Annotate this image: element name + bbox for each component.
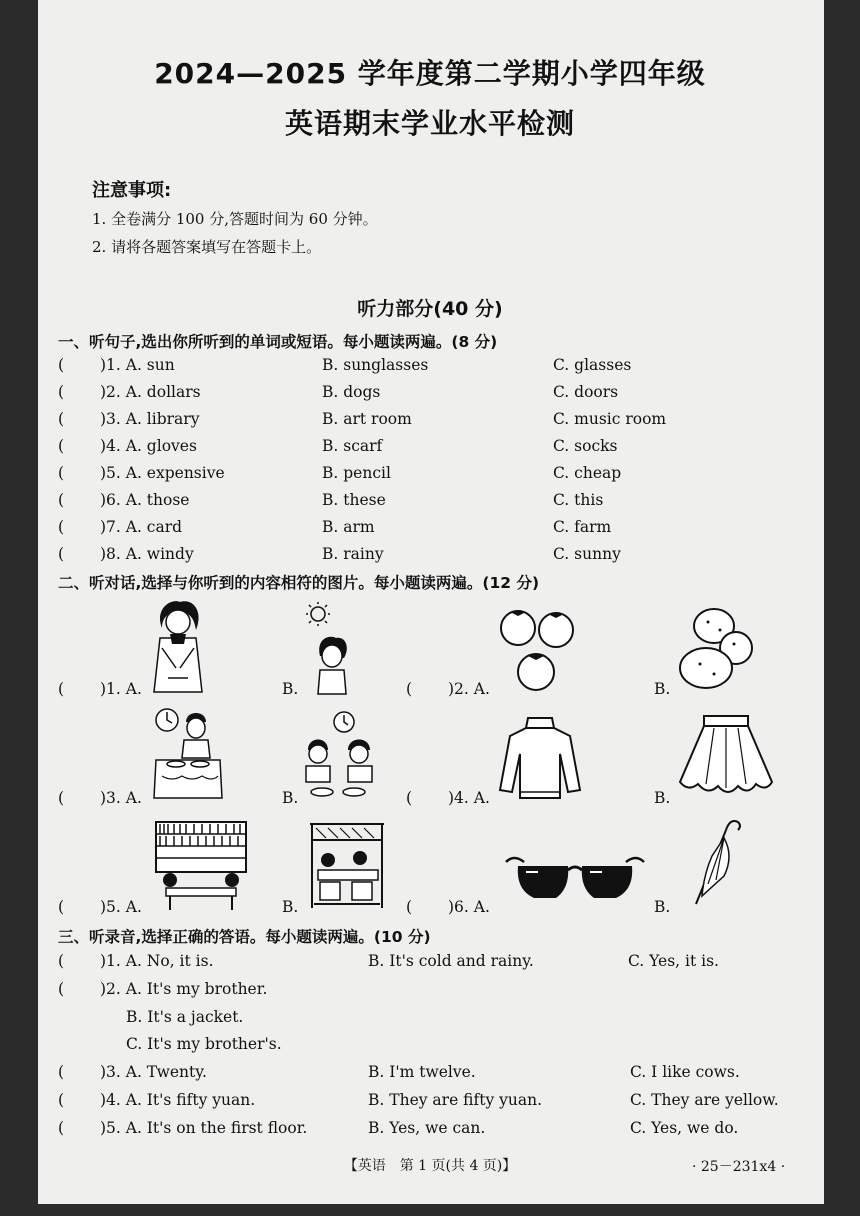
s1-q1-option-a: )1. A. sun	[100, 356, 175, 374]
s2-q4-option-a-label: )4. A.	[448, 789, 490, 807]
s3-q3-option-a: )3. A. Twenty.	[100, 1063, 207, 1081]
s3-q5-option-a: )5. A. It's on the first floor.	[100, 1119, 308, 1137]
s2-q6-option-a-label: )6. A.	[448, 898, 490, 916]
dinner-time-icon	[152, 706, 224, 802]
page-number: 【英语 第 1 页(共 4 页)】	[343, 1158, 517, 1174]
s1-q6-option-a: )6. A. those	[100, 491, 190, 509]
s1-q8-option-c: C. sunny	[553, 545, 621, 563]
notes-heading: 注意事项:	[92, 180, 172, 201]
note-item-2: 2. 请将各题答案填写在答题卡上。	[92, 238, 322, 256]
s1-q6-option-c: C. this	[553, 491, 604, 509]
section2-heading: 二、听对话,选择与你听到的内容相符的图片。每小题读两遍。(12 分)	[58, 574, 540, 592]
s1-q5-option-b: B. pencil	[322, 464, 391, 482]
s1-q5-option-a: )5. A. expensive	[100, 464, 225, 482]
section3-heading: 三、听录音,选择正确的答语。每小题读两遍。(10 分)	[58, 928, 431, 946]
s2-q2-option-b-label: B.	[654, 680, 671, 698]
answer-paren[interactable]: (	[58, 1119, 65, 1137]
answer-paren[interactable]: (	[58, 680, 65, 698]
s3-q2-option-c: C. It's my brother's.	[126, 1035, 282, 1053]
s2-q5-option-b-label: B.	[282, 898, 299, 916]
answer-paren[interactable]: (	[58, 789, 65, 807]
sunglasses-icon	[504, 850, 646, 906]
section1-heading: 一、听句子,选出你所听到的单词或短语。每小题读两遍。(8 分)	[58, 333, 498, 351]
answer-paren[interactable]: (	[58, 410, 65, 428]
s3-q3-option-b: B. I'm twelve.	[368, 1063, 476, 1081]
s1-q4-option-b: B. scarf	[322, 437, 383, 455]
answer-paren[interactable]: (	[406, 898, 413, 916]
s2-q3-option-a-label: )3. A.	[100, 789, 142, 807]
paper-code: · 25－231x4 ·	[692, 1159, 786, 1175]
s1-q3-option-b: B. art room	[322, 410, 412, 428]
exam-title-line1: 2024—2025 学年度第二学期小学四年级	[154, 57, 706, 90]
s1-q7-option-c: C. farm	[553, 518, 612, 536]
s2-q1-option-a-label: )1. A.	[100, 680, 142, 698]
exam-title-line2: 英语期末学业水平检测	[284, 107, 575, 140]
canteen-icon	[306, 820, 388, 912]
s1-q4-option-c: C. socks	[553, 437, 618, 455]
hot-sun-girl-icon	[300, 600, 352, 696]
s3-q1-option-b: B. It's cold and rainy.	[368, 952, 534, 970]
s3-q4-option-b: B. They are fifty yuan.	[368, 1091, 543, 1109]
answer-paren[interactable]: (	[406, 789, 413, 807]
library-icon	[152, 820, 250, 912]
s2-q5-option-a-label: )5. A.	[100, 898, 142, 916]
s3-q2-option-a: )2. A. It's my brother.	[100, 980, 268, 998]
s3-q3-option-c: C. I like cows.	[630, 1063, 740, 1081]
s3-q5-option-c: C. Yes, we do.	[630, 1119, 739, 1137]
answer-paren[interactable]: (	[58, 437, 65, 455]
answer-paren[interactable]: (	[58, 1063, 65, 1081]
answer-paren[interactable]: (	[58, 898, 65, 916]
answer-paren[interactable]: (	[58, 464, 65, 482]
answer-paren[interactable]: (	[58, 980, 65, 998]
s1-q3-option-a: )3. A. library	[100, 410, 200, 428]
s3-q2-option-b: B. It's a jacket.	[126, 1008, 244, 1026]
potatoes-icon	[676, 604, 756, 696]
s1-q6-option-b: B. these	[322, 491, 386, 509]
s1-q2-option-c: C. doors	[553, 383, 619, 401]
note-item-1: 1. 全卷满分 100 分,答题时间为 60 分钟。	[92, 210, 378, 228]
s1-q1-option-c: C. glasses	[553, 356, 632, 374]
skirt-icon	[676, 712, 776, 800]
s1-q8-option-a: )8. A. windy	[100, 545, 194, 563]
cold-girl-icon	[148, 598, 208, 694]
listening-part-title: 听力部分(40 分)	[357, 298, 503, 320]
s3-q4-option-a: )4. A. It's fifty yuan.	[100, 1091, 256, 1109]
s2-q3-option-b-label: B.	[282, 789, 299, 807]
answer-paren[interactable]: (	[58, 545, 65, 563]
s3-q1-option-a: )1. A. No, it is.	[100, 952, 214, 970]
s1-q5-option-c: C. cheap	[553, 464, 622, 482]
answer-paren[interactable]: (	[58, 518, 65, 536]
s1-q4-option-a: )4. A. gloves	[100, 437, 197, 455]
s2-q6-option-b-label: B.	[654, 898, 671, 916]
s2-q2-option-a-label: )2. A.	[448, 680, 490, 698]
s1-q2-option-b: B. dogs	[322, 383, 381, 401]
umbrella-icon	[690, 816, 748, 908]
answer-paren[interactable]: (	[58, 383, 65, 401]
answer-paren[interactable]: (	[58, 356, 65, 374]
s1-q2-option-a: )2. A. dollars	[100, 383, 201, 401]
answer-paren[interactable]: (	[58, 952, 65, 970]
answer-paren[interactable]: (	[58, 491, 65, 509]
answer-paren[interactable]: (	[58, 1091, 65, 1109]
s2-q1-option-b-label: B.	[282, 680, 299, 698]
lunch-time-icon	[300, 710, 382, 802]
s3-q1-option-c: C. Yes, it is.	[628, 952, 719, 970]
s3-q4-option-c: C. They are yellow.	[630, 1091, 779, 1109]
answer-paren[interactable]: (	[406, 680, 413, 698]
s1-q7-option-b: B. arm	[322, 518, 375, 536]
s2-q4-option-b-label: B.	[654, 789, 671, 807]
s1-q7-option-a: )7. A. card	[100, 518, 183, 536]
s1-q8-option-b: B. rainy	[322, 545, 384, 563]
s1-q1-option-b: B. sunglasses	[322, 356, 429, 374]
tomatoes-icon	[498, 602, 584, 696]
sweater-icon	[498, 714, 582, 800]
s1-q3-option-c: C. music room	[553, 410, 667, 428]
s3-q5-option-b: B. Yes, we can.	[368, 1119, 486, 1137]
